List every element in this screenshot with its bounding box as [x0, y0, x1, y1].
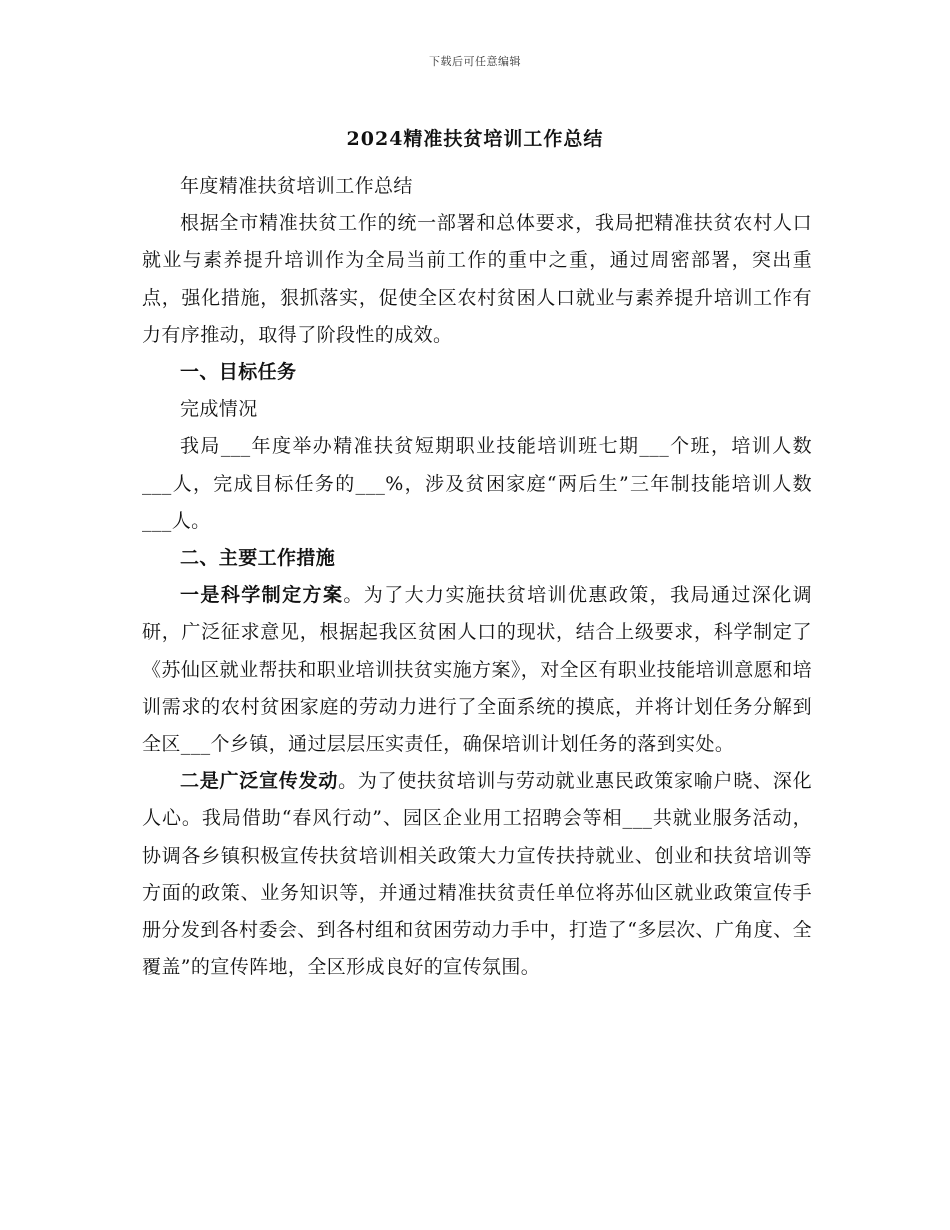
section-heading-measures: 二、主要工作措施 [180, 547, 336, 570]
measure-body-plan: 。为了大力实施扶贫培训优惠政策，我局通过深化调研，广泛征求意见，根据起我区贫困人口的现状，结合上级要求，科学制定了《苏仙区就业帮扶和职业培训扶贫实施方案》，对全区有职业技能培训意愿和培训需求的农村贫困家庭的劳动力进行了全面系统的摸底，并将计划任务分解到全区___个乡镇，通过层层压实责任，确保培训计划任务的落到实处。 [142, 584, 812, 756]
measure-paragraph-plan [142, 577, 812, 763]
subtitle-paragraph: 年度精准扶贫培训工作总结 [180, 175, 413, 197]
measure-paragraph-publicity [142, 763, 812, 986]
section-subheading-completion: 完成情况 [180, 398, 258, 421]
document-body [142, 168, 812, 986]
completion-paragraph: 我局___年度举办精准扶贫短期职业技能培训班七期___个班，培训人数___人，完成目标任务的___%，涉及贫困家庭“两后生”三年制技能培训人数___人。 [142, 435, 812, 532]
intro-paragraph: 根据全市精准扶贫工作的统一部署和总体要求，我局把精准扶贫农村人口就业与素养提升培训作为全局当前工作的重中之重，通过周密部署，突出重点，强化措施，狠抓落实，促使全区农村贫困人口就业与素养提升培训工作有力有序推动，取得了阶段性的成效。 [142, 212, 812, 346]
document-title: 2024精准扶贫培训工作总结 [346, 128, 604, 150]
header-note: 下载后可任意编辑 [429, 55, 521, 68]
section-heading-goals: 一、目标任务 [180, 361, 297, 384]
measure-body-publicity: 。为了使扶贫培训与劳动就业惠民政策家喻户晓、深化人心。我局借助“春风行动”、园区企业用工招聘会等相___共就业服务活动，协调各乡镇积极宣传扶贫培训相关政策大力宣传扶持就业、创业和扶贫培训等方面的政策、业务知识等，并通过精准扶贫责任单位将苏仙区就业政策宣传手册分发到各村委会、到各村组和贫困劳动力手中，打造了“多层次、广角度、全覆盖”的宣传阵地，全区形成良好的宣传氛围。 [142, 770, 812, 979]
measure-lead-plan: 一是科学制定方案 [180, 584, 344, 607]
measure-lead-publicity: 二是广泛宣传发动 [180, 770, 339, 793]
